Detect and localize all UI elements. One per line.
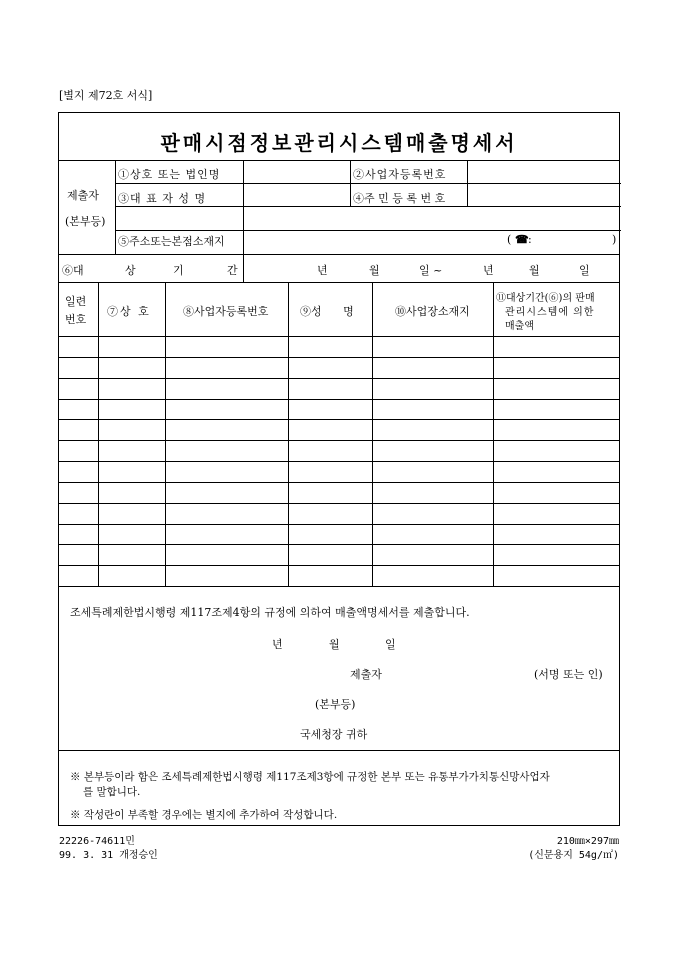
table-row xyxy=(59,419,619,420)
notes-bottom-line xyxy=(59,825,619,826)
footer-paper-size: 210㎜×297㎜ xyxy=(556,836,619,847)
submitter-field-divider xyxy=(243,160,244,254)
period-year-from: 년 xyxy=(317,264,328,277)
signature-label: (서명 또는 인) xyxy=(534,668,603,681)
period-divider xyxy=(243,254,244,282)
phone-open: ( xyxy=(507,233,512,246)
table-row xyxy=(59,482,619,483)
field-address: ⑤주소또는본점소재지 xyxy=(118,235,225,248)
header-business-reg-no: ⑧사업자등록번호 xyxy=(183,305,269,318)
phone-close: ) xyxy=(612,233,617,246)
period-day-to: 일 xyxy=(579,264,590,277)
period-label-4: 간 xyxy=(227,264,238,277)
table-col-line-2 xyxy=(165,282,166,586)
declaration-year: 년 xyxy=(272,638,283,651)
table-row xyxy=(59,399,619,400)
period-month-to: 월 xyxy=(529,264,540,277)
submitter-label-sub: (본부등) xyxy=(65,215,106,228)
header-name: ⑨성 명 xyxy=(300,305,354,318)
title-divider xyxy=(59,160,619,161)
table-header-bottom-line xyxy=(59,336,619,337)
header-sales-2: 관리시스템에 의한 xyxy=(505,307,595,318)
declaration-submitter: 제출자 xyxy=(350,668,382,681)
field-company-name: ①상호 또는 법인명 xyxy=(118,168,221,181)
note-1-line-2: 를 말합니다. xyxy=(83,786,141,798)
declaration-month: 월 xyxy=(329,638,340,651)
header-address: ⑩사업장소재지 xyxy=(395,305,470,318)
form-title: 판매시점정보관리시스템매출명세서 xyxy=(160,131,518,155)
recipient-label: 국세청장 귀하 xyxy=(300,728,368,741)
declaration-statement: 조세특례제한법시행령 제117조제4항의 규정에 의하여 매출액명세서를 제출합니다. xyxy=(70,606,470,619)
submitter-right-divider xyxy=(467,160,468,206)
note-1-line-1: ※ 본부등이라 함은 조세특례제한법시행령 제117조제3항에 규정한 본부 또는 유통부가가치통신망사업자 xyxy=(70,771,550,783)
table-row xyxy=(59,503,619,504)
field-resident-no: ④주 민 등 록 번 호 xyxy=(353,192,446,205)
declaration-day: 일 xyxy=(385,638,396,651)
footer-approval-date: 99. 3. 31 개정승인 xyxy=(59,850,158,861)
period-month-from: 월 xyxy=(369,264,380,277)
period-label-2: 상 xyxy=(125,264,136,277)
period-top-line xyxy=(59,254,619,255)
table-col-line-3 xyxy=(288,282,289,586)
header-sales-3: 매출액 xyxy=(505,321,534,332)
table-row xyxy=(59,524,619,525)
table-bottom-line xyxy=(59,586,619,587)
table-row xyxy=(59,544,619,545)
form-frame xyxy=(58,112,620,826)
field-representative: ③대 표 자 성 명 xyxy=(118,192,207,205)
submitter-mid-divider xyxy=(350,160,351,206)
table-col-line-1 xyxy=(98,282,99,586)
period-year-to: 년 xyxy=(483,264,494,277)
submitter-label: 제출자 xyxy=(67,189,99,202)
period-day-from: 일 ~ xyxy=(419,264,443,277)
table-top-line xyxy=(59,282,619,283)
submitter-label-divider xyxy=(115,160,116,254)
table-row xyxy=(59,378,619,379)
header-serial-2: 번호 xyxy=(65,313,87,326)
submitter-row-line-1 xyxy=(115,183,621,184)
form-number-label: [별지 제72호 서식] xyxy=(59,89,153,102)
period-label-3: 기 xyxy=(173,264,184,277)
table-row xyxy=(59,461,619,462)
table-row xyxy=(59,357,619,358)
header-company: ⑦상 호 xyxy=(107,305,151,318)
header-sales-1: ⑪대상기간(⑥)의 판매 xyxy=(496,293,595,304)
phone-colon: : xyxy=(528,233,532,246)
table-row xyxy=(59,565,619,566)
declaration-submitter-sub: (본부등) xyxy=(315,698,356,711)
period-label-1: ⑥대 xyxy=(62,264,84,277)
note-2: ※ 작성란이 부족할 경우에는 별지에 추가하여 작성합니다. xyxy=(70,809,338,821)
table-col-line-5 xyxy=(493,282,494,586)
phone-icon: ☎ xyxy=(515,233,529,246)
declaration-bottom-line xyxy=(59,750,619,751)
submitter-row-line-3 xyxy=(115,230,621,231)
submitter-row-line-2 xyxy=(115,206,621,207)
header-serial-1: 일련 xyxy=(65,295,87,308)
footer-paper-type: (신문용지 54g/㎡) xyxy=(528,850,619,861)
table-row xyxy=(59,440,619,441)
footer-form-code: 22226-74611민 xyxy=(59,836,135,847)
table-col-line-4 xyxy=(372,282,373,586)
field-business-reg-no: ②사업자등록번호 xyxy=(353,168,447,181)
